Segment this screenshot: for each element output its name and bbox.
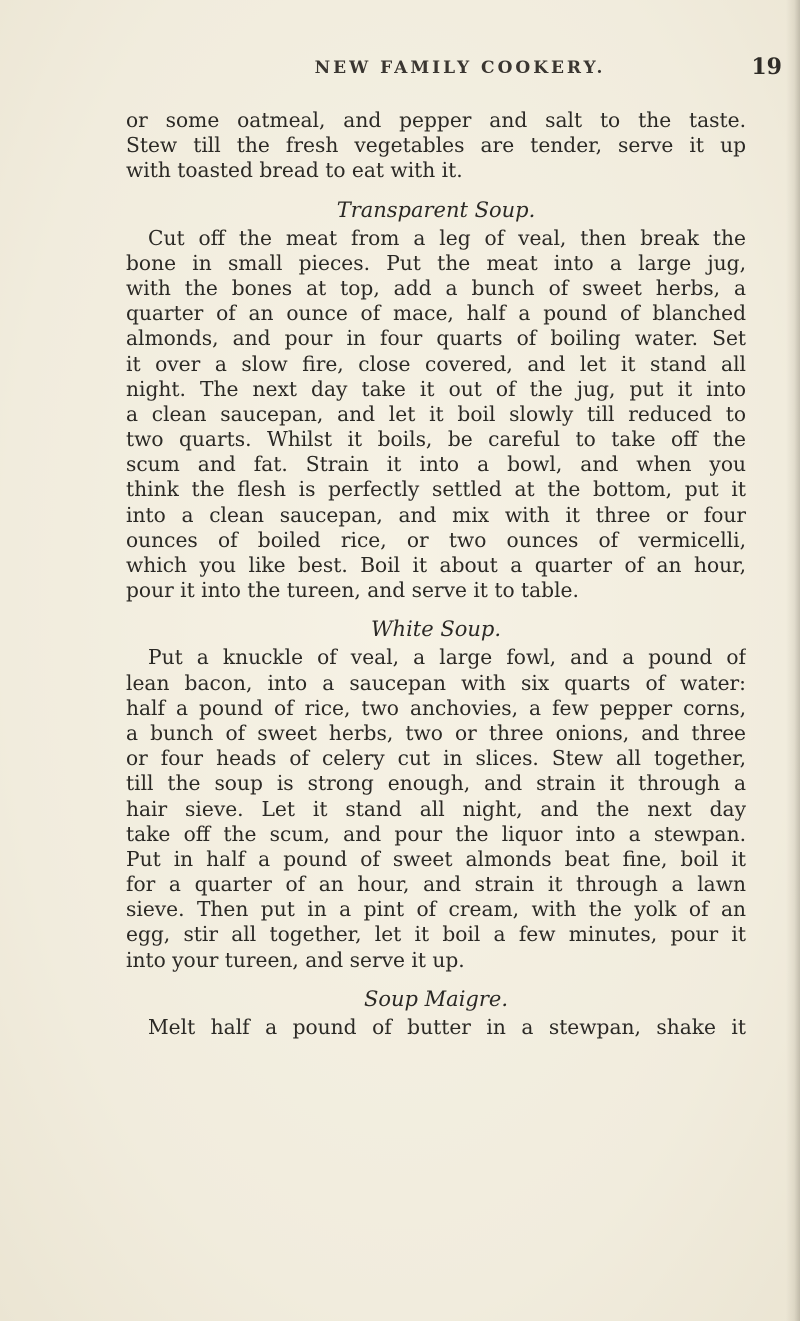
text-line: pour it into the tureen, and serve it to table.	[126, 578, 579, 603]
text-line: night. The next day take it out of the jug, put it into	[126, 376, 746, 401]
text-line: two quarts. Whilst it boils, be careful to take off the	[126, 427, 746, 452]
text-line: think the flesh is perfectly settled at the bottom, put it	[126, 477, 746, 502]
body-text	[126, 108, 746, 1040]
running-head	[130, 54, 790, 92]
recipe-heading: White Soup.	[370, 617, 502, 642]
text-line: into your tureen, and serve it up.	[126, 947, 465, 972]
text-line: or four heads of celery cut in slices. Stew all together,	[126, 746, 746, 771]
text-line: almonds, and pour in four quarts of boiling water. Set	[126, 326, 746, 351]
page-edge-shadow	[786, 0, 800, 1321]
running-head-title: NEW FAMILY COOKERY.	[314, 58, 606, 78]
text-line: a bunch of sweet herbs, two or three onions, and three	[126, 720, 746, 745]
text-line: with toasted bread to eat with it.	[126, 158, 463, 183]
text-line: which you like best. Boil it about a quarter of an hour,	[126, 553, 746, 577]
text-line: for a quarter of an hour, and strain it through a lawn	[126, 872, 746, 897]
text-line: egg, stir all together, let it boil a few minutes, pour it	[126, 922, 746, 947]
recipe-heading: Transparent Soup.	[336, 197, 536, 222]
text-line: half a pound of rice, two anchovies, a few pepper corns,	[126, 695, 746, 720]
text-line: Stew till the fresh vegetables are tender, serve it up	[126, 133, 746, 158]
text-line: sieve. Then put in a pint of cream, with the yolk of an	[126, 897, 746, 922]
text-line: take off the scum, and pour the liquor into a stewpan.	[126, 821, 746, 846]
text-line: with the bones at top, add a bunch of sweet herbs, a	[126, 275, 746, 300]
text-line: Melt half a pound of butter in a stewpan, shake it	[148, 1014, 746, 1039]
text-line: or some oatmeal, and pepper and salt to the taste.	[126, 108, 746, 132]
text-line: bone in small pieces. Put the meat into a large jug,	[126, 250, 746, 275]
text-line: scum and fat. Strain it into a bowl, and when you	[126, 452, 746, 477]
text-line: into a clean saucepan, and mix with it three or four	[126, 502, 746, 527]
text-line: quarter of an ounce of mace, half a pound of blanched	[126, 301, 746, 326]
text-line: Cut off the meat from a leg of veal, then break the	[148, 225, 746, 250]
text-line: lean bacon, into a saucepan with six quarts of water:	[126, 670, 746, 695]
text-line: Put a knuckle of veal, a large fowl, and a pound of	[148, 645, 746, 670]
text-line: hair sieve. Let it stand all night, and the next day	[126, 796, 746, 821]
text-line: it over a slow fire, close covered, and let it stand all	[126, 351, 746, 376]
recipe-heading: Soup Maigre.	[364, 986, 508, 1011]
text-line: Put in half a pound of sweet almonds beat fine, boil it	[126, 846, 746, 871]
page-number: 19	[751, 54, 782, 80]
text-line: till the soup is strong enough, and strain it through a	[126, 771, 746, 796]
text-line: a clean saucepan, and let it boil slowly till reduced to	[126, 401, 746, 426]
text-line: ounces of boiled rice, or two ounces of vermicelli,	[126, 527, 746, 552]
